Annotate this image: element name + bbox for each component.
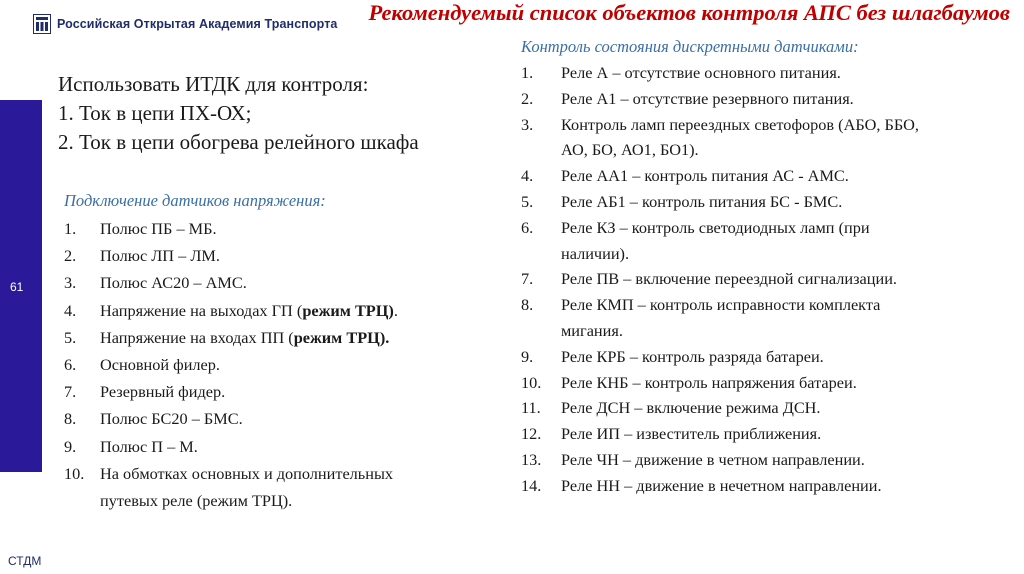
item-text-main: Реле А1 – отсутствие резервного питания.: [561, 88, 854, 108]
intro-line-2: 1. Ток в цепи ПХ-ОХ;: [58, 101, 252, 125]
logo: [33, 14, 337, 34]
item-text-main: На обмотках основных и дополнительных: [100, 463, 394, 483]
voltage-sensors-heading: Подключение датчиков напряжения:: [64, 191, 326, 210]
discrete-sensors-section: [521, 37, 991, 499]
item-number: 2.: [64, 246, 77, 266]
list-item: [521, 60, 991, 86]
item-text-main: Реле КРБ – контроль разряда батареи.: [561, 346, 824, 366]
item-text: [561, 292, 991, 344]
item-text-main: Полюс П – М.: [100, 436, 198, 456]
item-text-main: Реле НН – движение в нечетном направлении.: [561, 475, 882, 495]
list-item: [64, 215, 484, 242]
item-number: 14.: [521, 475, 542, 495]
item-text-main: Реле КНБ – контроль напряжения батареи.: [561, 372, 857, 392]
item-text: [561, 266, 991, 292]
item-number: 8.: [64, 409, 77, 429]
item-text-main: Напряжение на входах ПП (: [100, 327, 294, 347]
item-number: 10.: [521, 372, 542, 392]
list-item: [64, 433, 484, 460]
voltage-sensors-section: [64, 190, 484, 514]
list-item: [64, 324, 484, 351]
list-item: [521, 395, 991, 421]
list-item: [64, 242, 484, 269]
list-item: [521, 86, 991, 112]
item-text-main: Напряжение на выходах ГП (: [100, 300, 303, 320]
item-number: 1.: [521, 63, 534, 82]
academy-logo-icon: [33, 14, 51, 34]
item-number: 4.: [521, 166, 534, 186]
item-text: [561, 370, 991, 396]
org-name: Российская Открытая Академия Транспорта: [57, 17, 338, 31]
intro-line-1: Использовать ИТДК для контроля:: [58, 72, 369, 96]
list-item: [521, 189, 991, 215]
intro-line-3: 2. Ток в цепи обогрева релейного шкафа: [58, 130, 419, 154]
item-text-main: Реле КМП – контроль исправности комплекта: [561, 295, 881, 315]
footer-label: СТДМ: [8, 554, 42, 568]
list-item: [64, 460, 484, 514]
item-text: [561, 112, 991, 164]
list-item: [64, 269, 484, 296]
item-text-bold: режим ТРЦ).: [293, 327, 390, 347]
intro-block: [58, 70, 419, 157]
item-number: 9.: [64, 436, 77, 456]
voltage-sensors-list: [64, 215, 484, 514]
item-text-main: Реле ЧН – движение в четном направлении.: [561, 449, 865, 469]
item-number: 5.: [64, 327, 77, 347]
item-text: [561, 473, 991, 499]
item-text: [561, 86, 991, 112]
item-text: [561, 215, 991, 267]
list-item: [521, 266, 991, 292]
list-item: [521, 215, 991, 267]
item-text-main: Реле ДСН – включение режима ДСН.: [561, 398, 821, 418]
item-number: 12.: [521, 424, 542, 444]
item-text-continuation: мигания.: [561, 320, 623, 340]
item-number: 1.: [64, 219, 77, 238]
item-number: 3.: [521, 114, 534, 134]
item-text-main: Основной филер.: [100, 355, 220, 375]
discrete-sensors-list: [521, 60, 991, 499]
item-number: 7.: [521, 269, 534, 289]
item-number: 11.: [521, 398, 541, 418]
list-item: [521, 447, 991, 473]
item-text: [100, 269, 484, 296]
item-number: 6.: [521, 217, 534, 237]
item-text-main: Реле КЗ – контроль светодиодных ламп (при: [561, 217, 870, 237]
item-number: 9.: [521, 346, 534, 366]
item-text: [100, 405, 484, 432]
item-number: 4.: [64, 300, 77, 320]
item-number: 7.: [64, 382, 77, 402]
item-text-after: .: [393, 300, 398, 320]
item-number: 8.: [521, 295, 534, 315]
item-text-continuation: АО, БО, АО1, БО1).: [561, 140, 699, 160]
item-text-main: Резервный фидер.: [100, 382, 226, 402]
item-text: [100, 378, 484, 405]
item-number: 3.: [64, 273, 77, 293]
item-text-main: Реле ПВ – включение переездной сигнализации.: [561, 269, 897, 289]
list-item: [521, 421, 991, 447]
item-text: [100, 242, 484, 269]
item-text-main: Полюс ПБ – МБ.: [100, 219, 217, 238]
list-item: [64, 297, 484, 324]
item-text-continuation: путевых реле (режим ТРЦ).: [100, 491, 293, 511]
item-text-main: Полюс БС20 – БМС.: [100, 409, 243, 429]
list-item: [521, 163, 991, 189]
slide-title: Рекомендуемый список объектов контроля АПС без шлагбаумов: [368, 0, 1010, 25]
list-item: [64, 351, 484, 378]
item-number: 10.: [64, 463, 85, 483]
item-text: [561, 344, 991, 370]
item-text: [561, 447, 991, 473]
item-number: 5.: [521, 191, 534, 211]
item-text: [561, 189, 991, 215]
item-text-main: Полюс АС20 – АМС.: [100, 273, 247, 293]
item-text-main: Полюс ЛП – ЛМ.: [100, 246, 220, 266]
item-text: [561, 421, 991, 447]
item-text: [100, 324, 484, 351]
list-item: [521, 473, 991, 499]
list-item: [521, 344, 991, 370]
list-item: [521, 370, 991, 396]
list-item: [64, 378, 484, 405]
item-text-main: Реле АА1 – контроль питания АС - АМС.: [561, 166, 849, 186]
item-text: [100, 297, 484, 324]
item-text-main: Контроль ламп переездных светофоров (АБО, ББО,: [561, 114, 919, 134]
item-text: [100, 215, 484, 242]
item-text: [561, 60, 991, 86]
discrete-sensors-heading: Контроль состояния дискретными датчиками:: [521, 37, 859, 56]
item-text-main: Реле АБ1 – контроль питания БС - БМС.: [561, 191, 843, 211]
list-item: [521, 292, 991, 344]
item-text-bold: режим ТРЦ): [302, 300, 394, 320]
item-number: 13.: [521, 449, 542, 469]
item-text: [100, 460, 484, 514]
item-text: [100, 433, 484, 460]
page-number: 61: [10, 280, 24, 294]
item-number: 2.: [521, 88, 534, 108]
list-item: [64, 405, 484, 432]
item-text-main: Реле ИП – известитель приближения.: [561, 424, 822, 444]
item-text-continuation: наличии).: [561, 243, 630, 263]
item-text: [100, 351, 484, 378]
item-number: 6.: [64, 355, 77, 375]
item-text: [561, 395, 991, 421]
item-text-main: Реле А – отсутствие основного питания.: [561, 63, 841, 82]
list-item: [521, 112, 991, 164]
item-text: [561, 163, 991, 189]
